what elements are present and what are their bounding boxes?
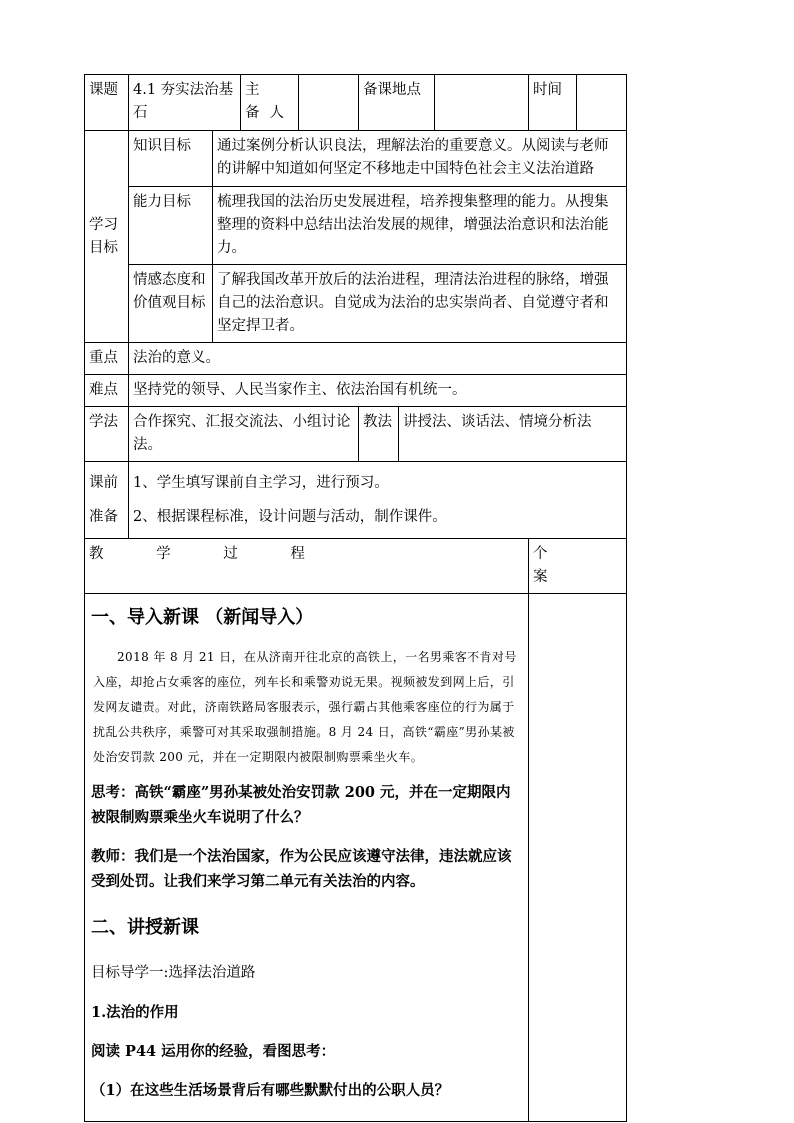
place-value xyxy=(435,75,529,131)
topic-label: 课题 xyxy=(85,75,129,131)
difficulty-text: 坚持党的领导、人民当家作主、依法治国有机统一。 xyxy=(129,375,627,407)
process-header-row xyxy=(85,539,627,594)
goal-1-heading: 目标导学一:选择法治道路 xyxy=(91,965,256,981)
teacher-remark: 教师：我们是一个法治国家，作为公民应该遵守法律，违法就应该受到处罚。让我们来学习第二单元有关法治的内容。 xyxy=(91,848,512,890)
objective-name: 能力目标 xyxy=(129,187,213,265)
question-1: （1）在这些生活场景背后有哪些默默付出的公职人员？ xyxy=(91,1082,450,1099)
reading-instruction: 阅读 P44 运用你的经验，看图思考： xyxy=(91,1043,336,1060)
case-notes-cell xyxy=(529,594,627,1122)
preparation-item: 2、根据课程标准，设计问题与活动，制作课件。 xyxy=(133,509,447,525)
preparation-item: 1、学生填写课前自主学习，进行预习。 xyxy=(133,475,389,491)
section-1-title: 一、导入新课 （新闻导入） xyxy=(91,607,314,628)
objective-text: 通过案例分析认识良法，理解法治的重要意义。从阅读与老师的讲解中知道如何坚定不移地走中国特色社会主义法治道路 xyxy=(213,131,627,187)
objective-row xyxy=(85,187,627,265)
objectives-label: 学习目标 xyxy=(85,131,129,343)
lesson-plan-table xyxy=(84,74,627,1122)
key-point-text: 法治的意义。 xyxy=(129,343,627,375)
objective-row xyxy=(85,131,627,187)
methods-row xyxy=(85,407,627,462)
difficulty-row xyxy=(85,375,627,407)
lesson-plan-page xyxy=(84,74,626,1099)
objective-text: 梳理我国的法治历史发展进程，培养搜集整理的能力。从搜集整理的资料中总结出法治发展的规律，增强法治意识和法治能力。 xyxy=(213,187,627,265)
preparation-row xyxy=(85,462,627,539)
key-point-label: 重点 xyxy=(85,343,129,375)
teach-method-text: 讲授法、谈话法、情境分析法 xyxy=(399,407,627,462)
process-header-right: 个 案 xyxy=(529,539,627,594)
process-body-row xyxy=(85,594,627,1122)
teach-method-label: 教法 xyxy=(359,407,399,462)
preparation-items xyxy=(129,462,627,539)
header-row xyxy=(85,75,627,131)
objective-name: 情感态度和价值观目标 xyxy=(129,265,213,343)
sub-heading-1: 1.法治的作用 xyxy=(91,1004,179,1021)
study-method-label: 学法 xyxy=(85,407,129,462)
news-paragraph: 2018 年 8 月 21 日，在从济南开往北京的高铁上，一名男乘客不肯对号入座，却抢占女乘客的座位，列车长和乘警劝说无果。视频被发到网上后，引发网友谴责。对此，济南铁路局客服表示，强行霸占其他乘客座位的行为属于扰乱公共秩序，乘警可对其采取强制措施。8 月 24 日，高铁“霸座”男孙某被处治安罚款 200 元，并在一定期限内被限制购票乘坐火车。 xyxy=(93,650,517,764)
section-2-title: 二、讲授新课 xyxy=(91,917,199,938)
key-point-row xyxy=(85,343,627,375)
preparer-label: 主 备人 xyxy=(241,75,299,131)
process-header-left: 教 学 过 程 xyxy=(85,539,529,594)
preparer-value xyxy=(299,75,359,131)
process-content xyxy=(85,594,529,1122)
place-label: 备课地点 xyxy=(359,75,435,131)
time-value xyxy=(577,75,627,131)
objective-row xyxy=(85,265,627,343)
objective-text: 了解我国改革开放后的法治进程，理清法治进程的脉络，增强自己的法治意识。自觉成为法治的忠实崇尚者、自觉遵守者和坚定捍卫者。 xyxy=(213,265,627,343)
objective-name: 知识目标 xyxy=(129,131,213,187)
time-label: 时间 xyxy=(529,75,577,131)
think-question: 思考：高铁“霸座”男孙某被处治安罚款 200 元，并在一定期限内被限制购票乘坐火车说明了什么？ xyxy=(91,784,511,826)
difficulty-label: 难点 xyxy=(85,375,129,407)
study-method-text: 合作探究、汇报交流法、小组讨论法。 xyxy=(129,407,359,462)
topic-value: 4.1 夯实法治基石 xyxy=(129,75,241,131)
preparation-label: 课前准备 xyxy=(85,462,129,539)
